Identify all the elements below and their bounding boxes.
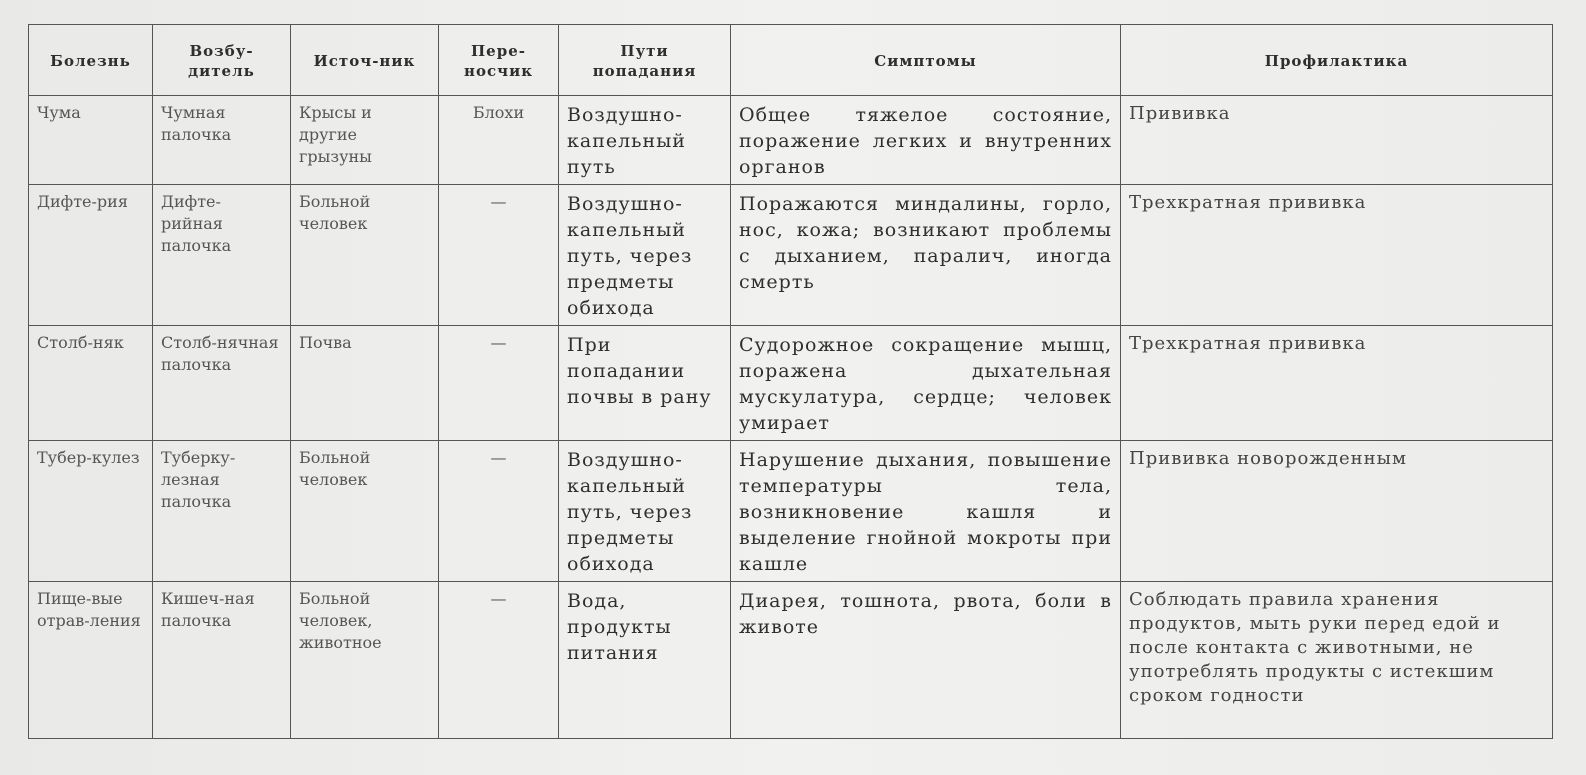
disease-table (28, 24, 1553, 739)
header-row (29, 25, 1553, 96)
cell-prevention: Трехкратная прививка (1121, 326, 1553, 441)
header-source: Источ-ник (291, 25, 439, 96)
cell-source: Больной человек (291, 441, 439, 582)
header-carrier: Пере-носчик (439, 25, 559, 96)
cell-route: Воздушно-капельный путь, через предметы обихода (559, 185, 731, 326)
cell-symptoms: Судорожное сокращение мышц, поражена дыхательная мускулатура, сердце; человек умирает (731, 326, 1121, 441)
table-row (29, 582, 1553, 739)
cell-agent: Туберку-лезная палочка (153, 441, 291, 582)
cell-route: Вода, продукты питания (559, 582, 731, 739)
cell-carrier: — (439, 185, 559, 326)
cell-agent: Дифте-рийная палочка (153, 185, 291, 326)
cell-agent: Кишеч-ная палочка (153, 582, 291, 739)
cell-source: Почва (291, 326, 439, 441)
header-disease: Болезнь (29, 25, 153, 96)
cell-route: Воздушно-капельный путь, через предметы обихода (559, 441, 731, 582)
cell-disease: Столб-няк (29, 326, 153, 441)
cell-agent: Чумная палочка (153, 96, 291, 185)
cell-symptoms: Диарея, тошнота, рвота, боли в животе (731, 582, 1121, 739)
table-row (29, 185, 1553, 326)
cell-carrier: — (439, 582, 559, 739)
cell-symptoms: Поражаются миндалины, горло, нос, кожа; возникают проблемы с дыханием, паралич, иногда смерть (731, 185, 1121, 326)
table-row (29, 441, 1553, 582)
cell-prevention: Прививка новорожденным (1121, 441, 1553, 582)
cell-disease: Тубер-кулез (29, 441, 153, 582)
cell-prevention: Трехкратная прививка (1121, 185, 1553, 326)
cell-disease: Пище-вые отрав-ления (29, 582, 153, 739)
header-prevention: Профилактика (1121, 25, 1553, 96)
cell-agent: Столб-нячная палочка (153, 326, 291, 441)
cell-prevention: Соблюдать правила хранения продуктов, мыть руки перед едой и после контакта с животными, не употреблять продукты с истекшим сроком годности (1121, 582, 1553, 739)
cell-symptoms: Общее тяжелое состояние, поражение легких и внутренних органов (731, 96, 1121, 185)
table-row (29, 326, 1553, 441)
cell-disease: Чума (29, 96, 153, 185)
cell-carrier: Блохи (439, 96, 559, 185)
cell-carrier: — (439, 441, 559, 582)
cell-source: Больной человек (291, 185, 439, 326)
header-route: Пути попадания (559, 25, 731, 96)
cell-route: При попадании почвы в рану (559, 326, 731, 441)
header-symptoms: Симптомы (731, 25, 1121, 96)
cell-route: Воздушно-капельный путь (559, 96, 731, 185)
table-row (29, 96, 1553, 185)
cell-prevention: Прививка (1121, 96, 1553, 185)
cell-source: Больной человек, животное (291, 582, 439, 739)
header-agent: Возбу-дитель (153, 25, 291, 96)
cell-carrier: — (439, 326, 559, 441)
cell-source: Крысы и другие грызуны (291, 96, 439, 185)
cell-disease: Дифте-рия (29, 185, 153, 326)
cell-symptoms: Нарушение дыхания, повышение температуры тела, возникновение кашля и выделение гнойной мокроты при кашле (731, 441, 1121, 582)
